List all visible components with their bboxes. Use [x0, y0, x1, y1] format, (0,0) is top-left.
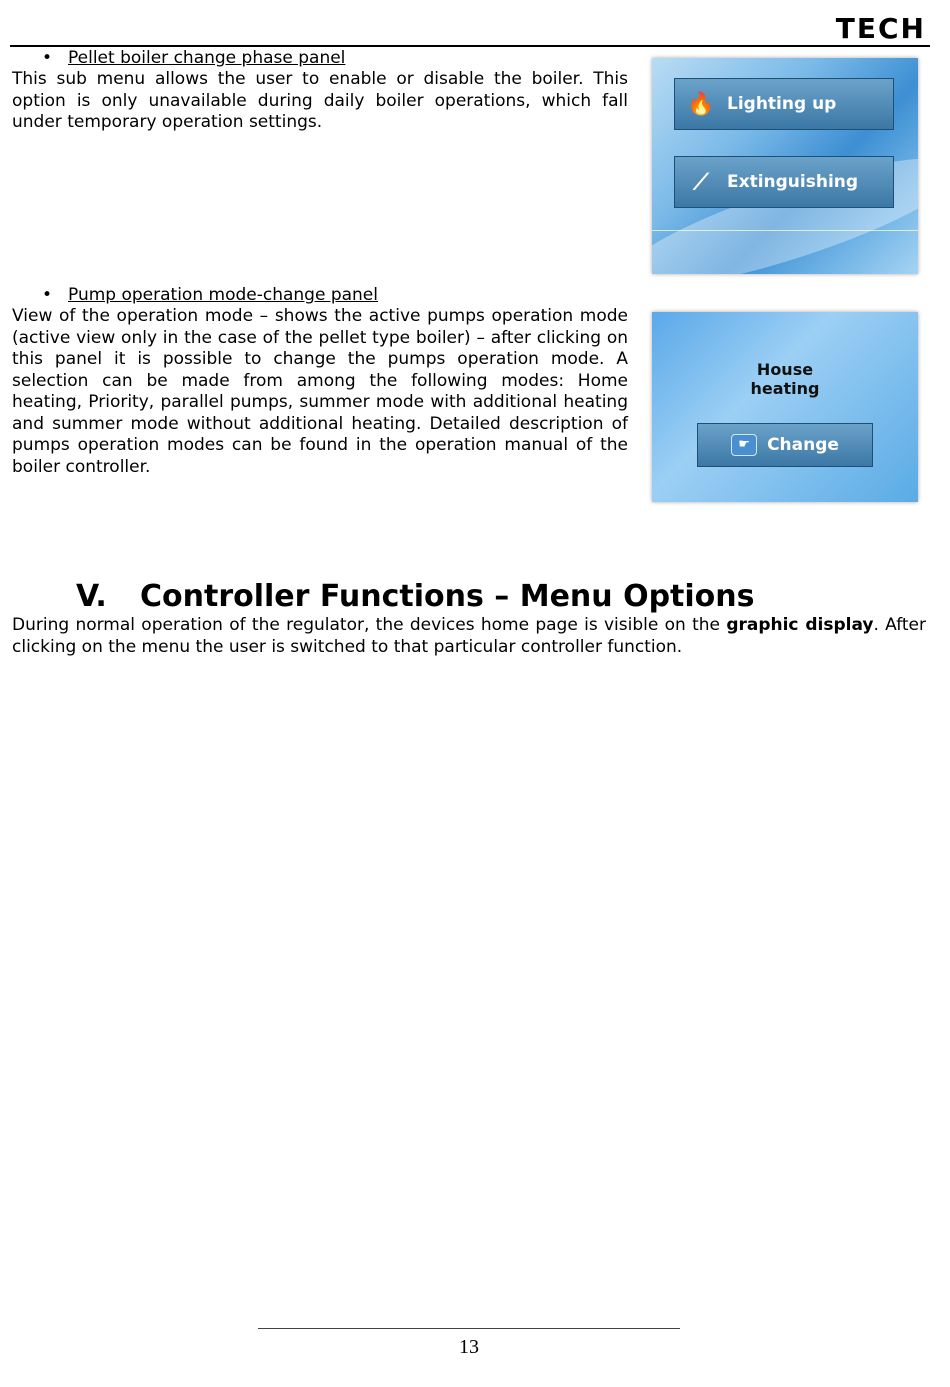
mode-line-1: House	[756, 360, 814, 379]
current-mode-label	[652, 360, 918, 398]
bullet-icon: •	[42, 285, 53, 305]
pellet-section-title: Pellet boiler change phase panel	[68, 48, 346, 68]
extinguishing-label: Extinguishing	[727, 172, 859, 192]
tech-logo: TECH	[835, 12, 926, 45]
chapter-body-text: During normal operation of the regulator, the devices home page is visible on the	[12, 615, 727, 635]
chapter-title: Controller Functions – Menu Options	[140, 579, 755, 614]
footer-rule	[258, 1328, 680, 1329]
graphic-display-term: graphic display	[726, 615, 874, 635]
change-mode-button[interactable]	[697, 423, 873, 467]
pellet-bullet-item	[42, 48, 345, 69]
bullet-icon: •	[42, 48, 53, 68]
mode-line-2: heating	[750, 379, 820, 398]
pointing-hand-icon: ☛	[731, 434, 757, 456]
header-rule	[10, 45, 930, 47]
pellet-phase-panel-screenshot	[652, 58, 918, 274]
match-out-icon: ⟋	[693, 169, 709, 195]
panel-divider	[652, 230, 918, 231]
match-icon: 🔥	[687, 91, 715, 117]
pellet-section-body: This sub menu allows the user to enable or disable the boiler. This option is only unavailable during daily boiler operations, which fall under temporary operation settings.	[12, 69, 628, 132]
chapter-heading	[76, 578, 755, 616]
chapter-body	[12, 615, 926, 658]
chapter-number: V.	[76, 579, 107, 614]
pump-section-title: Pump operation mode-change panel	[68, 285, 378, 305]
chapter-body-text-end: . After clicking on the menu the user is switched to that particular controller function.	[12, 615, 926, 657]
lighting-up-button[interactable]	[674, 78, 894, 130]
pump-section-body: View of the operation mode – shows the active pumps operation mode (active view only in the case of the pellet type boiler) – after clicking on this panel it is possible to change the pumps operation mode. A selection can be made from among the following modes: Home heating, Priority, parallel pumps, summer mode with additional heating and summer mode without additional heating. Detailed description of pumps operation modes can be found in the operation manual of the boiler controller.	[12, 306, 628, 477]
page-number: 13	[459, 1336, 479, 1358]
pump-bullet-item	[42, 285, 378, 306]
change-label: Change	[767, 435, 839, 455]
pump-mode-panel-screenshot	[652, 312, 918, 502]
lighting-up-label: Lighting up	[727, 94, 837, 114]
extinguishing-button[interactable]	[674, 156, 894, 208]
